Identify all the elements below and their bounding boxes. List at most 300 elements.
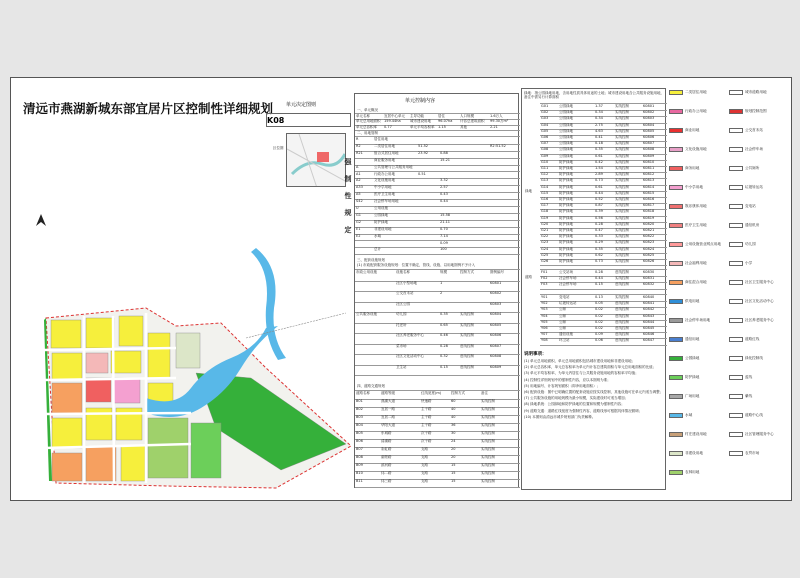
legend-swatch — [729, 223, 743, 228]
legend-label: 幼儿园 — [745, 242, 756, 246]
green-cell: 公园绿地 — [559, 147, 573, 152]
green-cell: K0814 — [643, 184, 655, 189]
note-item: (1) 单元总用地面积，单元总用地面积包括城市建设用地和非建设用地； — [524, 359, 636, 363]
facility-cell: K0801 — [490, 280, 502, 285]
right-road-cell: K0832 — [643, 282, 655, 287]
overview-cell: 159.44ha — [384, 119, 401, 124]
facility-cell: 社区文化活动中心 — [396, 354, 424, 358]
utility-cell: 变电站 — [559, 295, 570, 299]
utility-cell: Y06 — [541, 326, 548, 330]
landuse-cell — [356, 241, 373, 248]
green-cell: 实线控制 — [615, 147, 629, 152]
green-cell: 实线控制 — [615, 178, 629, 183]
legend-label: 公园绿地 — [685, 356, 700, 360]
green-cell: G21 — [541, 228, 549, 232]
overview-cell: 人口规模 — [460, 114, 474, 118]
utility-cell: 虚线控制 — [615, 313, 629, 318]
green-cell: K0823 — [643, 240, 655, 245]
green-cell: 防护绿地 — [559, 209, 573, 214]
green-cell: 实线控制 — [615, 159, 629, 164]
landuse-cell — [418, 165, 439, 172]
landuse-cell: 总计 — [374, 247, 381, 252]
unit-code: K08 — [267, 116, 285, 125]
legend-swatch — [669, 375, 683, 380]
green-cell: K0801 — [643, 104, 655, 108]
road-cell: 支路 — [421, 463, 428, 467]
overview-cell: 计容总建筑面积 — [460, 119, 485, 124]
green-cell: K0815 — [643, 190, 655, 195]
landuse-cell — [460, 234, 489, 241]
legend-swatch — [729, 90, 743, 95]
landuse-cell — [460, 158, 489, 165]
green-cell: G15 — [541, 190, 549, 195]
landuse-cell: 0.51 — [418, 171, 426, 176]
facility-note: (1) 市政配套服务设施规划：位置不确定，管线、设施、以用地图例不予计入 — [357, 263, 476, 267]
landuse-cell: S42 — [356, 199, 363, 204]
landuse-cell: A33 — [356, 185, 363, 190]
road-cell: B09 — [356, 463, 363, 467]
legend-swatch — [729, 451, 743, 456]
right-road-cell: F01 — [541, 270, 548, 274]
green-cell: 实线控制 — [615, 110, 629, 115]
green-cell: 防护绿地 — [559, 197, 573, 201]
facility-cell — [356, 365, 395, 376]
green-cell: 实线控制 — [615, 246, 629, 251]
facility-cell: 社区小型场地 — [396, 280, 417, 285]
legend-swatch — [729, 337, 743, 342]
facility-cell: 实线控制 — [460, 333, 474, 337]
green-cell: G24 — [541, 246, 549, 251]
green-cell: 实线控制 — [615, 141, 629, 146]
legend-label: 社会福利用地 — [685, 261, 707, 265]
landuse-cell: 23.92 — [418, 150, 429, 155]
landuse-cell: 15.58 — [440, 212, 451, 217]
road-cell: B10 — [356, 471, 363, 475]
road-cell: 实线控制 — [481, 423, 495, 427]
green-cell: 0.34 — [595, 116, 603, 121]
facility-cell — [356, 354, 395, 365]
landuse-cell — [418, 241, 439, 248]
landuse-cell — [440, 206, 459, 213]
utility-cell: 虚线控制 — [615, 307, 629, 312]
legend-swatch — [669, 242, 683, 247]
green-cell: 防护绿地 — [559, 203, 573, 208]
legend-swatch — [729, 261, 743, 266]
road-cell: 40 — [451, 415, 456, 419]
landuse-cell: 非建设用地 — [374, 226, 392, 231]
landuse-cell — [460, 199, 489, 206]
landuse-cell — [418, 227, 439, 234]
road-cell: 华阳大道 — [381, 423, 395, 427]
road-cell: 40 — [451, 407, 456, 411]
facility-cell: 0.28 — [440, 343, 448, 348]
green-cell: 实线控制 — [615, 240, 629, 245]
unit-control-panel — [354, 93, 519, 488]
landuse-cell — [460, 206, 489, 213]
landuse-cell: 水域 — [374, 233, 381, 238]
green-label: 绿地 — [525, 189, 532, 193]
utility-cell: Y05 — [541, 319, 548, 324]
green-cell: 0.56 — [595, 215, 603, 220]
utility-cell: Y04 — [541, 313, 548, 318]
landuse-cell — [460, 213, 489, 220]
landuse-cell — [440, 137, 459, 144]
utility-cell: 通信设施 — [559, 332, 573, 337]
legend-label: 公用设施营业网点用地 — [685, 242, 721, 246]
facility-cell: 实线控制 — [460, 312, 474, 316]
green-cell: 实线控制 — [615, 215, 629, 220]
overview-cell: 单元总容积率 — [356, 124, 377, 129]
green-cell: 实线控制 — [615, 190, 629, 195]
landuse-cell: E1 — [356, 226, 361, 231]
landuse-cell — [460, 178, 489, 185]
road-cell: B04 — [356, 423, 363, 427]
road-cell: 15 — [451, 463, 456, 467]
legend-label: 商住混合用地 — [685, 280, 707, 284]
legend-swatch — [669, 451, 683, 456]
facility-cell: K0802 — [490, 291, 502, 295]
facility-cell — [356, 323, 395, 334]
note-item: (9) 道路交通：道路红线宽度为强制性内容，道路线形可根据具体情况微调； — [524, 408, 643, 413]
legend-swatch — [669, 223, 683, 228]
green-cell: 防护绿地 — [559, 178, 573, 183]
facility-cell: 幼儿园 — [396, 312, 407, 316]
green-cell: K0806 — [643, 135, 655, 139]
legend-label: 村庄建设用地 — [685, 432, 707, 436]
legend-label: 小学 — [745, 261, 753, 265]
legend-label: 变电站 — [745, 204, 756, 208]
utility-cell: Y07 — [541, 332, 548, 337]
landuse-cell: 医疗卫生用地 — [374, 192, 395, 197]
utility-cell: 0.02 — [595, 326, 603, 330]
legend-swatch — [729, 394, 743, 399]
road-cell: 宜居一路 — [381, 407, 395, 411]
road-label: 道路 — [525, 275, 532, 279]
green-cell: 防护绿地 — [559, 166, 573, 170]
landuse-cell: 0.88 — [440, 150, 448, 155]
right-table-panel — [521, 88, 666, 490]
road-cell: 支路 — [421, 447, 428, 451]
landuse-cell — [460, 241, 489, 248]
green-cell: 0.35 — [595, 147, 603, 152]
legend-swatch — [669, 337, 683, 342]
green-cell: 0.44 — [595, 190, 603, 195]
green-cell: 2.75 — [595, 122, 603, 127]
green-cell: K0820 — [643, 221, 655, 226]
legend-label: 二类居住用地 — [685, 90, 707, 94]
facility-cell — [356, 333, 395, 344]
green-cell: G22 — [541, 234, 549, 239]
legend-swatch — [669, 204, 683, 209]
legend-swatch — [729, 109, 743, 114]
road-cell: 湖景路 — [381, 455, 392, 459]
legend-swatch — [669, 261, 683, 266]
utility-cell: 0.09 — [595, 332, 603, 337]
legend-label: 农贸市场 — [745, 451, 760, 455]
road-cell: 实线控制 — [481, 399, 495, 403]
landuse-cell — [460, 165, 489, 172]
green-cell: 实线控制 — [615, 184, 629, 189]
overview-table — [355, 113, 520, 130]
notes-list — [524, 359, 665, 421]
facility-cell: 规模 — [440, 270, 447, 274]
overview-cell: 居住 — [438, 114, 445, 118]
green-cell: G25 — [541, 252, 549, 257]
green-cell: 2.89 — [595, 172, 603, 177]
facility-cell: 控制方式 — [460, 270, 474, 274]
landuse-cell — [418, 213, 439, 220]
green-cell: 0.34 — [595, 110, 603, 115]
legend-label: 规划控制范围 — [745, 109, 767, 113]
facility-cell: 0.46 — [440, 333, 448, 337]
facility-row — [355, 365, 520, 377]
legend-swatch — [669, 394, 683, 399]
road-cell: 彩虹路 — [381, 447, 392, 451]
landuse-cell: 公共管理与公共服务用地 — [374, 164, 413, 169]
overview-cell: 99.30万m² — [490, 119, 509, 124]
landuse-cell: G1 — [356, 212, 361, 217]
overview-cell: 主导功能 — [410, 114, 424, 118]
green-cell: G09 — [541, 153, 549, 158]
legend-swatch — [669, 299, 683, 304]
road-cell: 纬三路 — [381, 479, 392, 483]
green-cell: G12 — [541, 172, 549, 177]
landuse-cell: A5 — [356, 192, 361, 197]
road-cell: 主干路 — [421, 407, 432, 411]
green-cell: G11 — [541, 166, 549, 170]
legend-label: 商务用地 — [685, 166, 700, 170]
landuse-cell: 公用设施 — [374, 206, 388, 210]
green-cell: 实线控制 — [615, 221, 629, 226]
green-cell: 0.73 — [595, 259, 603, 263]
green-cell: 实线控制 — [615, 252, 629, 257]
green-cell: 实线控制 — [615, 135, 629, 139]
green-cell: 0.62 — [595, 252, 603, 257]
green-cell: 防护绿地 — [559, 221, 573, 226]
landuse-cell — [460, 227, 489, 234]
note-item: (6) 配套设施：图中已明确位置的配套设施应按实线控制，其他设施可在单元内适当调整； — [524, 390, 664, 395]
landuse-cell: 组合式居住用地 — [374, 150, 399, 155]
road-cell: 实线控制 — [481, 431, 495, 435]
overview-cell: 2.21 — [490, 124, 498, 129]
landuse-cell — [460, 172, 489, 179]
utility-cell: 虚线控制 — [615, 326, 629, 330]
landuse-cell — [460, 192, 489, 199]
facility-cell: 公共服务设施 — [356, 312, 377, 316]
road-cell: 备注 — [481, 391, 488, 395]
utility-cell: 公厕 — [559, 307, 566, 312]
landuse-cell — [418, 158, 439, 165]
legend-swatch — [729, 375, 743, 380]
road-cell: 60 — [451, 399, 456, 403]
road-cell: 15 — [451, 471, 456, 475]
green-cell: 实线控制 — [615, 259, 629, 263]
road-cell: 红线宽度(m) — [421, 391, 442, 395]
unit-map-title: 单元决定图则 — [286, 102, 317, 108]
road-cell: 快速路 — [421, 399, 432, 403]
right-header-note: 绿地：指公园绿地用地，含用地性质具体用途的土地；城市建设用地含公共服务设施用地，备注中需另行计算面积 — [524, 91, 664, 100]
facility-cell: 社区公园 — [396, 301, 410, 306]
north-arrow-icon — [36, 214, 46, 226]
green-cell: 实线控制 — [615, 153, 629, 158]
utility-cell: 公厕 — [559, 313, 566, 318]
legend-label: 社区文化活动中心 — [745, 299, 774, 303]
utility-cell: 0.06 — [595, 338, 603, 343]
green-cell: G17 — [541, 203, 549, 208]
facility-cell: K0806 — [490, 333, 502, 337]
green-cell: 0.42 — [595, 159, 603, 164]
section-facilities: 三、配套设施规划 — [357, 258, 385, 262]
right-road-cell: 公交站场 — [559, 270, 573, 274]
green-cell: K0824 — [643, 246, 655, 251]
green-cell: G05 — [541, 128, 549, 133]
green-cell: 公园绿地 — [559, 110, 573, 115]
utility-cell: 公厕 — [559, 326, 566, 330]
landuse-cell: 商业服务用地 — [374, 157, 395, 162]
legend-swatch — [669, 109, 683, 114]
utility-cell: Y01 — [541, 295, 548, 299]
road-cell: B03 — [356, 415, 363, 419]
utility-cell: 实线控制 — [615, 295, 629, 299]
green-cell: 0.39 — [595, 209, 603, 214]
green-cell: G16 — [541, 197, 549, 201]
utility-cell: K0841 — [643, 301, 655, 306]
road-cell: 纬二路 — [381, 471, 392, 475]
road-cell: 实线控制 — [481, 479, 495, 483]
facility-cell — [440, 302, 459, 313]
utility-cell: 虚线控制 — [615, 338, 629, 343]
green-cell: 实线控制 — [615, 116, 629, 121]
green-cell: G03 — [541, 116, 549, 121]
overview-cell: 单元总用地面积 — [356, 119, 381, 124]
legend-swatch — [669, 90, 683, 95]
landuse-cell — [418, 185, 439, 192]
landuse-cell — [418, 192, 439, 199]
road-cell: 清湖路 — [381, 439, 392, 443]
overview-cell: 城市建设用地 — [410, 119, 431, 124]
facility-cell: K0803 — [490, 301, 502, 306]
green-cell: G10 — [541, 159, 549, 164]
road-cell: 支路 — [421, 479, 428, 483]
green-cell: K0825 — [643, 252, 655, 257]
landuse-cell — [418, 178, 439, 185]
green-cell: 防护绿地 — [559, 234, 573, 239]
landuse-cell — [356, 247, 373, 254]
legend-label: 广场用地 — [685, 394, 700, 398]
note-item: (3) 单元平均容积率，为单元内居住与公共服务设施用地的容积率平均值； — [524, 371, 639, 376]
right-road-cell: 0.44 — [595, 276, 603, 281]
green-cell: 实线控制 — [615, 197, 629, 201]
road-cell: 东城路 — [381, 431, 392, 435]
green-cell: 防护绿地 — [559, 252, 573, 257]
location-map-graphic — [287, 134, 346, 187]
landuse-cell: 公园绿地 — [374, 212, 388, 217]
legend-label: 非建设用地 — [685, 451, 703, 455]
green-cell: 防护绿地 — [559, 228, 573, 232]
overview-cell: 单元平均容积率 — [410, 124, 435, 129]
road-cell: B06 — [356, 439, 363, 443]
utility-table — [540, 294, 667, 345]
landuse-cell — [418, 137, 439, 144]
note-item: (4) 控制性详细规划中的强制性内容，应以本图则为准； — [524, 377, 611, 382]
legend-swatch — [729, 128, 743, 133]
facility-cell: 虚线控制 — [460, 364, 474, 369]
landuse-cell: 社会停车场用地 — [374, 199, 399, 204]
green-cell: 0.35 — [595, 246, 603, 251]
right-road-cell: 社会停车场 — [559, 282, 577, 287]
green-cell: G01 — [541, 104, 549, 108]
legend-swatch — [729, 242, 743, 247]
facility-cell: 虚线控制 — [460, 343, 474, 348]
facility-cell — [460, 281, 489, 292]
legend-swatch — [669, 432, 683, 437]
road-cell: 20 — [451, 455, 456, 459]
green-cell: G07 — [541, 141, 549, 146]
legend-swatch — [669, 280, 683, 285]
landuse-cell: 100 — [440, 247, 447, 252]
utility-cell: 0.02 — [595, 319, 603, 324]
utility-cell: K0843 — [643, 313, 655, 318]
road-cell: 实线控制 — [481, 455, 495, 459]
landuse-cell — [460, 144, 489, 151]
landuse-cell: 行政办公用地 — [374, 171, 395, 176]
mandatory-side-text: 强制性规定 — [344, 158, 352, 243]
utility-cell: Y03 — [541, 307, 548, 312]
overview-cell: 1.15 — [438, 124, 446, 129]
green-cell: G08 — [541, 147, 549, 152]
green-cell: 0.73 — [595, 178, 603, 183]
road-cell: 主干路 — [421, 423, 432, 427]
legend-swatch — [729, 356, 743, 361]
legend-swatch — [729, 280, 743, 285]
landuse-cell: 文化设施用地 — [374, 178, 395, 183]
road-cell: 实线控制 — [481, 471, 495, 475]
landuse-cell: 0.09 — [440, 240, 448, 245]
green-cell: G02 — [541, 110, 549, 115]
legend-label: 供电用地 — [685, 299, 700, 303]
green-cell: 公园绿地 — [559, 141, 573, 146]
green-cell: 实线控制 — [615, 172, 629, 177]
legend-swatch — [669, 318, 683, 323]
utility-cell: K0846 — [643, 332, 655, 337]
green-cell: 防护绿地 — [559, 246, 573, 251]
green-cell: G04 — [541, 122, 549, 127]
note-item: (7) 公共服务设施的用地规模为最小规模，实际建设时可适当增加； — [524, 396, 629, 401]
road-cell: 燕湖大道 — [381, 399, 395, 403]
green-cell: 4.63 — [595, 128, 603, 133]
plan-sheet — [10, 77, 792, 501]
legend-label: 绿化控制线 — [745, 356, 763, 360]
facility-cell: 设施名称 — [396, 270, 410, 274]
road-cell: 支路 — [421, 455, 428, 459]
road-cell: 控制方式 — [451, 391, 465, 395]
green-cell: 0.28 — [595, 221, 603, 226]
notes-title: 说明事项： — [524, 352, 547, 357]
legend-swatch — [729, 299, 743, 304]
unit-code-box — [266, 113, 351, 127]
green-cell: 0.33 — [595, 234, 603, 239]
green-cell: 公园绿地 — [559, 104, 573, 108]
road-cell: 次干路 — [421, 439, 432, 443]
right-road-cell: 实线控制 — [615, 276, 629, 281]
legend-label: 公共厕所 — [745, 166, 760, 170]
green-cell: G13 — [541, 178, 549, 183]
landuse-cell — [418, 220, 439, 227]
legend-swatch — [669, 470, 683, 475]
legend-label: 通信用地 — [685, 337, 700, 341]
legend-swatch — [729, 432, 743, 437]
location-map — [286, 133, 346, 187]
